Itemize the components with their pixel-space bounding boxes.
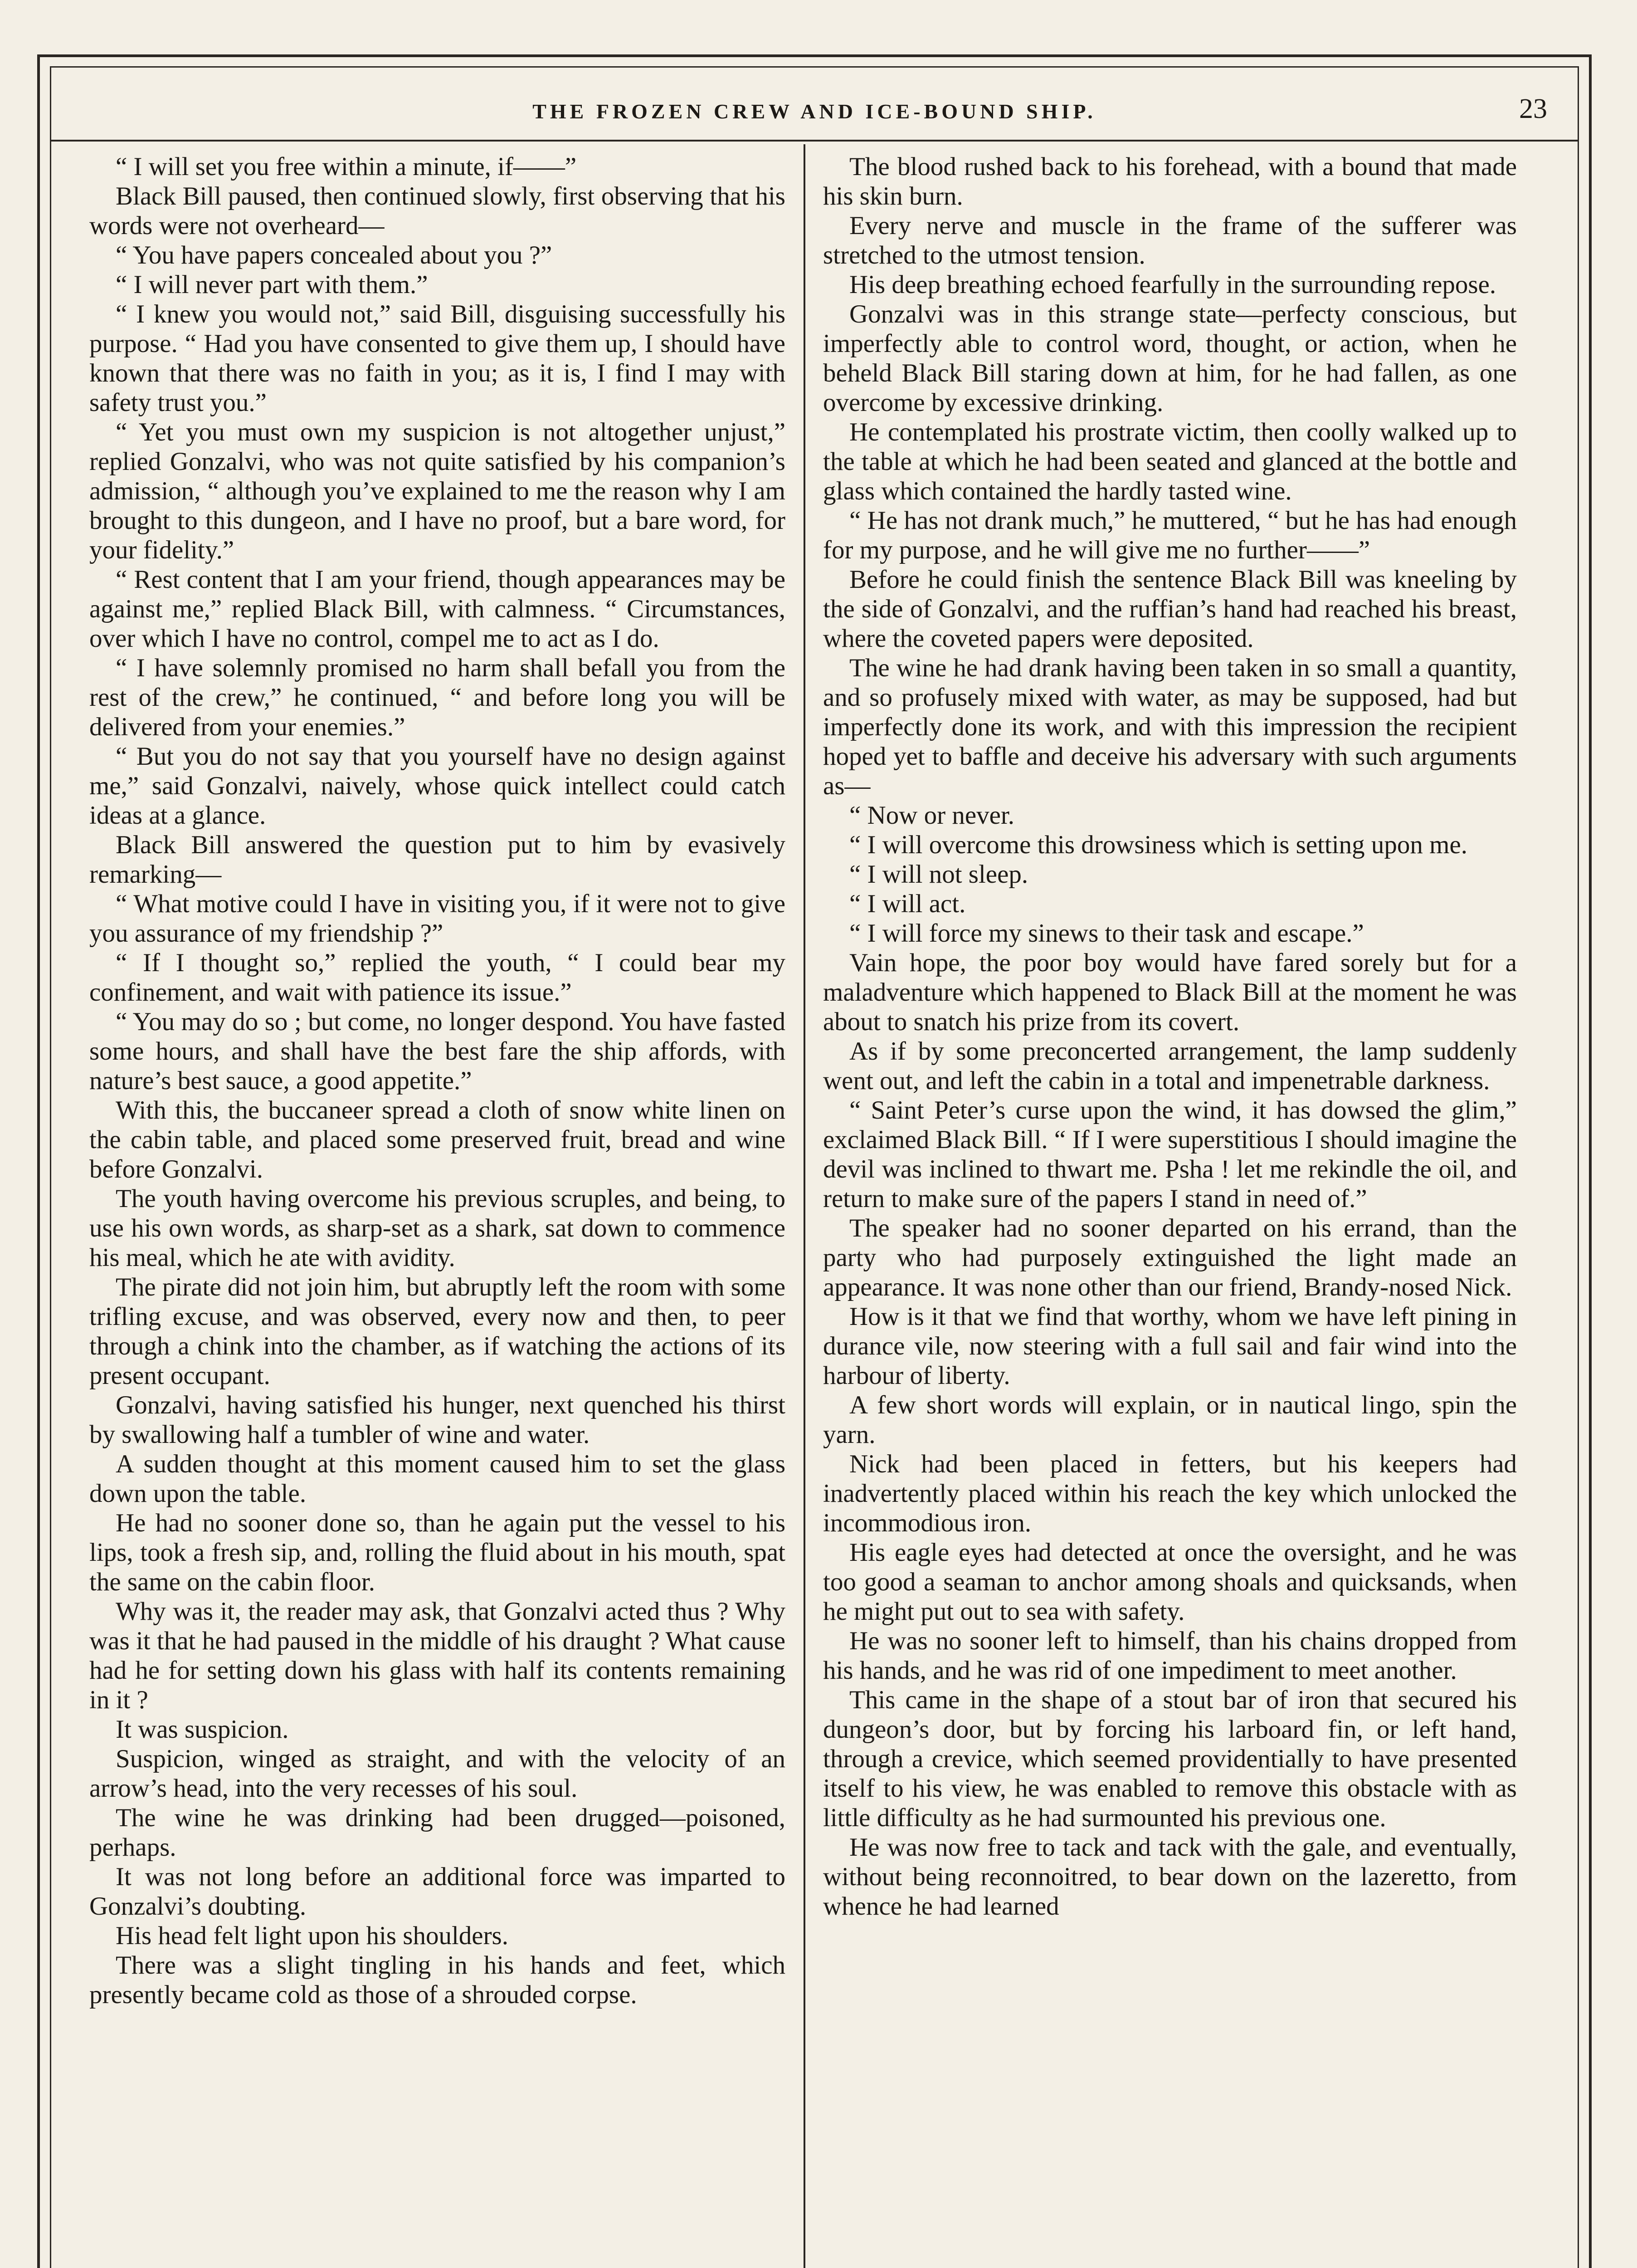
- paragraph: This came in the shape of a stout bar of iron that secured his dungeon’s door, but by forcing his larboard fin, or left hand, through a crevice, which seemed providentially to have presented itself to his view, he was enabled to remove this obstacle with as little difficulty as he had surmounted his previous one.: [823, 1686, 1517, 1832]
- paragraph: Before he could finish the sentence Black Bill was kneeling by the side of Gonzalvi, and the ruffian’s hand had reached his breast, where the coveted papers were deposited.: [823, 565, 1517, 653]
- paragraph: His head felt light upon his shoulders.: [116, 1921, 508, 1950]
- paragraph: “ I will force my sinews to their task and escape.”: [849, 919, 1364, 948]
- paragraph: “ If I thought so,” replied the youth, “ I could bear my confinement, and wait with patience its issue.”: [89, 948, 785, 1007]
- paragraph: The wine he was drinking had been drugged—poisoned, perhaps.: [89, 1804, 785, 1862]
- paragraph: “ I will overcome this drowsiness which is setting upon me.: [849, 831, 1468, 859]
- paragraph: “ I will act.: [849, 890, 966, 918]
- running-title: THE FROZEN CREW AND ICE-BOUND SHIP.: [532, 100, 1096, 123]
- paragraph: His deep breathing echoed fearfully in the surrounding repose.: [849, 270, 1496, 299]
- paragraph: Nick had been placed in fetters, but his keepers had inadvertently placed within his reach the key which unlocked the incommodious iron.: [823, 1450, 1517, 1537]
- paragraph: “ I knew you would not,” said Bill, disguising successfully his purpose. “ Had you have consented to give them up, I should have known that there was no faith in you; as it is, I find I may with safety trust you.”: [89, 300, 785, 417]
- paragraph: “ Yet you must own my suspicion is not altogether unjust,” replied Gonzalvi, who was not quite satisfied by his companion’s admission, “ although you’ve explained to me the reason why I am brought to this dungeon, and I have no proof, but a bare word, for your fidelity.”: [89, 418, 785, 564]
- paragraph: Why was it, the reader may ask, that Gonzalvi acted thus ? Why was it that he had paused in the middle of his draught ? What cause had he for setting down his glass with half its contents remaining in it ?: [89, 1597, 785, 1714]
- paragraph: How is it that we find that worthy, whom we have left pining in durance vile, now steering with a full sail and fair wind into the harbour of liberty.: [823, 1302, 1517, 1390]
- paragraph: “ I will not sleep.: [849, 860, 1028, 889]
- paragraph: “ Now or never.: [849, 801, 1015, 830]
- paragraph: A sudden thought at this moment caused him to set the glass down upon the table.: [89, 1450, 785, 1508]
- paragraph: The blood rushed back to his forehead, with a bound that made his skin burn.: [823, 152, 1517, 210]
- paragraph: A few short words will explain, or in nautical lingo, spin the yarn.: [823, 1391, 1517, 1449]
- paragraph: “ I will set you free within a minute, if——”: [116, 152, 577, 181]
- paragraph: “ You may do so ; but come, no longer despond. You have fasted some hours, and shall have the best fare the ship affords, with nature’s best sauce, a good appetite.”: [89, 1007, 785, 1095]
- paragraph: As if by some preconcerted arrangement, the lamp suddenly went out, and left the cabin in a total and impenetrable darkness.: [823, 1037, 1517, 1095]
- page-header: [50, 79, 1579, 138]
- paragraph: Vain hope, the poor boy would have fared sorely but for a maladventure which happened to Black Bill at the moment he was about to snatch his prize from its covert.: [823, 948, 1517, 1036]
- paragraph: “ You have papers concealed about you ?”: [116, 241, 552, 269]
- paragraph: “ Saint Peter’s curse upon the wind, it has dowsed the glim,” exclaimed Black Bill. “ If I were superstitious I should imagine the devil was inclined to thwart me. Psha ! let me rekindle the oil, and return to make sure of the papers I stand in need of.”: [823, 1096, 1517, 1213]
- paragraph: “ He has not drank much,” he muttered, “ but he has had enough for my purpose, and he will give me no further——”: [823, 506, 1517, 564]
- column-divider: [804, 144, 805, 2268]
- paragraph: “ But you do not say that you yourself have no design against me,” said Gonzalvi, naively, whose quick intellect could catch ideas at a glance.: [89, 742, 785, 830]
- right-column: [823, 152, 1517, 1921]
- paragraph: “ I will never part with them.”: [116, 270, 428, 299]
- left-column: [89, 152, 785, 2009]
- paragraph: There was a slight tingling in his hands and feet, which presently became cold as those of a shrouded corpse.: [89, 1951, 785, 2009]
- paragraph: Every nerve and muscle in the frame of the sufferer was stretched to the utmost tension.: [823, 211, 1517, 269]
- paragraph: The wine he had drank having been taken in so small a quantity, and so profusely mixed with water, as may be supposed, had but imperfectly done its work, and with this impression the recipient hoped yet to baffle and deceive his adversary with such arguments as—: [823, 654, 1517, 800]
- paragraph: Suspicion, winged as straight, and with the velocity of an arrow’s head, into the very recesses of his soul.: [89, 1745, 785, 1803]
- page-number: 23: [1519, 93, 1547, 124]
- header-rule: [50, 140, 1579, 142]
- paragraph: It was suspicion.: [116, 1715, 289, 1744]
- paragraph: “ Rest content that I am your friend, though appearances may be against me,” replied Black Bill, with calmness. “ Circumstances, over which I have no control, compel me to act as I do.: [89, 565, 785, 653]
- paragraph: Gonzalvi, having satisfied his hunger, next quenched his thirst by swallowing half a tumbler of wine and water.: [89, 1391, 785, 1449]
- paragraph: With this, the buccaneer spread a cloth of snow white linen on the cabin table, and placed some preserved fruit, bread and wine before Gonzalvi.: [89, 1096, 785, 1183]
- paragraph: The youth having overcome his previous scruples, and being, to use his own words, as sharp-set as a shark, sat down to commence his meal, which he ate with avidity.: [89, 1184, 785, 1272]
- paragraph: Black Bill answered the question put to him by evasively remarking—: [89, 831, 785, 889]
- paragraph: The pirate did not join him, but abruptly left the room with some trifling excuse, and was observed, every now and then, to peer through a chink into the chamber, as if watching the actions of its present occupant.: [89, 1273, 785, 1390]
- paragraph: He was now free to tack and tack with the gale, and eventually, without being reconnoitred, to bear down on the lazeretto, from whence he had learned: [823, 1833, 1517, 1921]
- paragraph: He had no sooner done so, than he again put the vessel to his lips, took a fresh sip, and, rolling the fluid about in his mouth, spat the same on the cabin floor.: [89, 1509, 785, 1596]
- paragraph: “ I have solemnly promised no harm shall befall you from the rest of the crew,” he continued, “ and before long you will be delivered from your enemies.”: [89, 654, 785, 741]
- paragraph: Black Bill paused, then continued slowly, first observing that his words were not overheard—: [89, 182, 785, 240]
- paragraph: “ What motive could I have in visiting you, if it were not to give you assurance of my friendship ?”: [89, 890, 785, 948]
- paragraph: He was no sooner left to himself, than his chains dropped from his hands, and he was rid of one impediment to meet another.: [823, 1627, 1517, 1685]
- paragraph: It was not long before an additional force was imparted to Gonzalvi’s doubting.: [89, 1862, 785, 1921]
- paragraph: The speaker had no sooner departed on his errand, than the party who had purposely extinguished the light made an appearance. It was none other than our friend, Brandy-nosed Nick.: [823, 1214, 1517, 1301]
- paragraph: His eagle eyes had detected at once the oversight, and he was too good a seaman to anchor among shoals and quicksands, when he might put out to sea with safety.: [823, 1538, 1517, 1626]
- paragraph: Gonzalvi was in this strange state—perfecty conscious, but imperfectly able to control word, thought, or action, when he beheld Black Bill staring down at him, for he had fallen, as one overcome by excessive drinking.: [823, 300, 1517, 417]
- paragraph: He contemplated his prostrate victim, then coolly walked up to the table at which he had been seated and glanced at the bottle and glass which contained the hardly tasted wine.: [823, 418, 1517, 505]
